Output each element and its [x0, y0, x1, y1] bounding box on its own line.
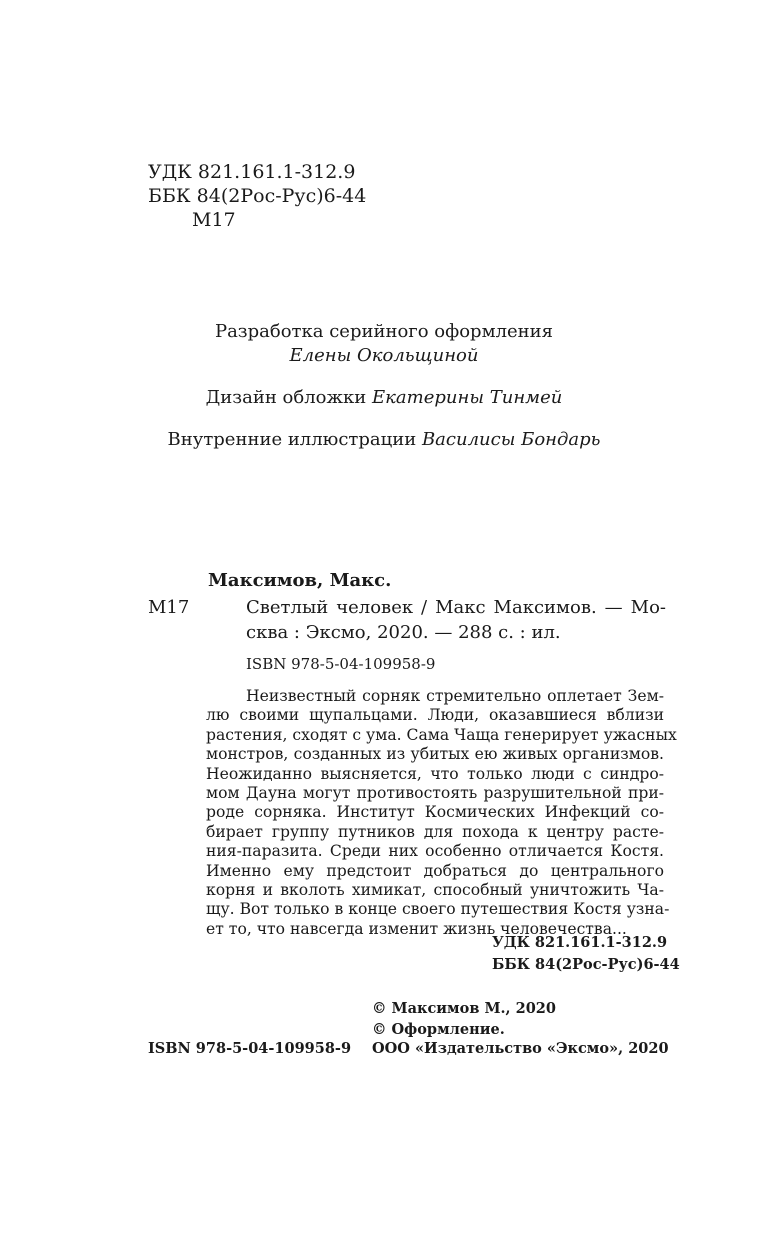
record-isbn: ISBN 978-5-04-109958-9 [246, 655, 436, 673]
bottom-bbk: ББК 84(2Рос-Рус)6-44 [492, 956, 680, 973]
abstract-line: щу. Вот только в конце своего путешествия Костя узна- [206, 900, 670, 919]
title-line-1: Светлый человек / Макс Максимов. — Мо- [246, 597, 666, 618]
cover-design-credit [0, 386, 768, 410]
illustrations-name: Василисы Бондарь [421, 429, 601, 450]
classification-block [148, 160, 366, 232]
bottom-udk: УДК 821.161.1-312.9 [492, 934, 668, 951]
abstract-line: монстров, созданных из убитых ею живых организмов. [206, 745, 664, 764]
cover-design-name: Екатерины Тинмей [372, 387, 563, 408]
abstract-line: растения, сходят с ума. Сама Чаща генерирует ужасных [206, 725, 677, 744]
abstract-line: ния-паразита. Среди них особенно отличается Костя. [206, 842, 664, 861]
bbk-code: ББК 84(2Рос-Рус)6-44 [148, 185, 367, 207]
cover-design-label: Дизайн обложки [205, 387, 367, 408]
illustrations-label: Внутренние иллюстрации [167, 429, 417, 450]
series-design-name: Елены Окольщиной [289, 345, 479, 366]
abstract-line: мом Дауна могут противостоять разрушительной при- [206, 784, 664, 803]
copyright-author: © Максимов М., 2020 [372, 1000, 556, 1017]
udk-code: УДК 821.161.1-312.9 [148, 161, 356, 183]
abstract-line: ет то, что навсегда изменит жизнь человечества... [206, 919, 627, 938]
abstract-line: Неожиданно выясняется, что только люди с синдро- [206, 764, 664, 783]
abstract-line: роде сорняка. Институт Космических Инфекций со- [206, 803, 664, 822]
author-heading: Максимов, Макс. [208, 570, 392, 591]
abstract-line: бирает группу путников для похода к центру расте- [206, 822, 664, 841]
author-sign: М17 [192, 209, 236, 231]
illustrations-credit [0, 428, 768, 452]
abstract [206, 687, 677, 939]
copyright-design: © Оформление. [372, 1021, 505, 1038]
series-design-credit [0, 320, 768, 368]
copyright-publisher: ООО «Издательство «Эксмо», 2020 [372, 1040, 669, 1057]
abstract-line: корня и вколоть химикат, способный уничтожить Ча- [206, 881, 664, 900]
bottom-classification [492, 932, 680, 976]
series-design-label: Разработка серийного оформления [214, 321, 554, 342]
bottom-isbn: ISBN 978-5-04-109958-9 [148, 1040, 352, 1057]
abstract-line: лю своими щупальцами. Люди, оказавшиеся вблизи [206, 706, 664, 725]
abstract-line: Именно ему предстоит добраться до центрального [206, 861, 664, 880]
title-line-2: сква : Эксмо, 2020. — 288 с. : ил. [246, 622, 561, 643]
record-author-sign: М17 [148, 597, 190, 618]
abstract-line: Неизвестный сорняк стремительно оплетает Зем- [246, 687, 664, 705]
